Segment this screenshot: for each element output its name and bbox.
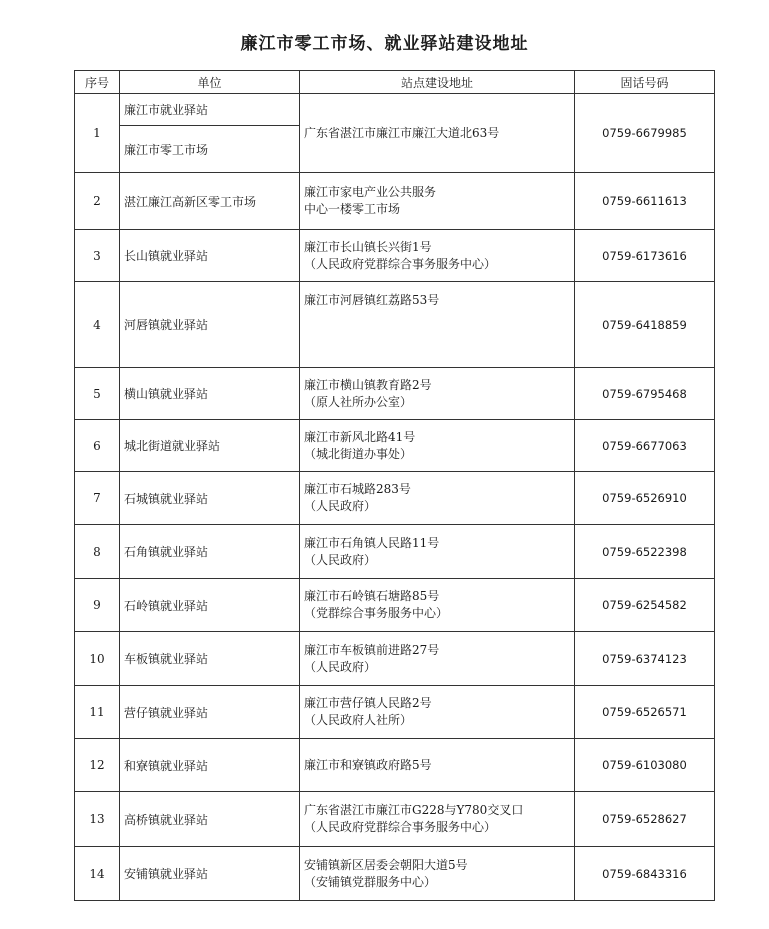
address-line: 安铺镇新区居委会朝阳大道5号 (304, 857, 468, 872)
address-line: 廉江市石城路283号 (304, 482, 411, 496)
header-no: 序号 (75, 71, 120, 94)
address-line: 廉江市河唇镇红荔路53号 (304, 293, 440, 307)
row-number: 3 (75, 230, 120, 282)
address-line: （人民政府党群综合事务服务中心） (304, 256, 497, 271)
row-number: 7 (75, 472, 120, 525)
table-row (75, 173, 715, 230)
phone-number: 0759-6522398 (575, 525, 715, 579)
address-cell (300, 792, 575, 847)
address-cell (300, 368, 575, 420)
row-number: 11 (75, 686, 120, 739)
row-number: 4 (75, 282, 120, 368)
unit-name: 湛江廉江高新区零工市场 (120, 173, 300, 230)
phone-number: 0759-6843316 (575, 847, 715, 901)
unit-name: 营仔镇就业驿站 (120, 686, 300, 739)
row-number: 9 (75, 579, 120, 632)
address-line: （人民政府） (304, 552, 377, 567)
phone-number: 0759-6374123 (575, 632, 715, 686)
table-row (75, 686, 715, 739)
address-line: 廉江市长山镇长兴街1号 (304, 239, 432, 254)
address-cell (300, 739, 575, 792)
address-line: 中心一楼零工市场 (304, 202, 401, 216)
address-cell (300, 230, 575, 282)
table-row (75, 420, 715, 472)
table-row (75, 525, 715, 579)
address-line: （安铺镇党群服务中心） (304, 874, 437, 889)
table-row (75, 792, 715, 847)
phone-number: 0759-6528627 (575, 792, 715, 847)
phone-number: 0759-6679985 (575, 94, 715, 173)
phone-number: 0759-6173616 (575, 230, 715, 282)
address-line: 广东省湛江市廉江市G228与Y780交叉口 (304, 803, 524, 817)
table-row (75, 230, 715, 282)
address-line: （原人社所办公室） (304, 394, 413, 409)
address-cell (300, 173, 575, 230)
row-number: 14 (75, 847, 120, 901)
header-address: 站点建设地址 (300, 71, 575, 94)
address-line: （人民政府） (304, 499, 377, 513)
unit-name: 河唇镇就业驿站 (120, 282, 300, 368)
address-cell (300, 94, 575, 173)
phone-number: 0759-6795468 (575, 368, 715, 420)
address-table (74, 70, 715, 901)
row-number: 2 (75, 173, 120, 230)
row-number: 1 (75, 94, 120, 173)
address-cell (300, 686, 575, 739)
address-cell (300, 847, 575, 901)
address-cell (300, 472, 575, 525)
table-row (75, 472, 715, 525)
address-line: （人民政府） (304, 659, 377, 674)
address-line: 广东省湛江市廉江市廉江大道北63号 (304, 125, 500, 140)
unit-name: 横山镇就业驿站 (120, 368, 300, 420)
address-line: 廉江市新风北路41号 (304, 429, 416, 444)
table-row (75, 94, 715, 126)
address-line: （城北街道办事处） (304, 446, 413, 461)
table-header-row (75, 71, 715, 94)
page-title: 廉江市零工市场、就业驿站建设地址 (240, 34, 529, 54)
unit-name: 高桥镇就业驿站 (120, 792, 300, 847)
unit-name: 安铺镇就业驿站 (120, 847, 300, 901)
unit-name: 车板镇就业驿站 (120, 632, 300, 686)
table-row (75, 579, 715, 632)
address-line: 廉江市石岭镇石塘路85号 (304, 589, 440, 603)
address-cell (300, 579, 575, 632)
address-line: （人民政府党群综合事务服务中心） (304, 820, 497, 834)
unit-name: 长山镇就业驿站 (120, 230, 300, 282)
phone-number: 0759-6611613 (575, 173, 715, 230)
row-number: 8 (75, 525, 120, 579)
table-row (75, 739, 715, 792)
address-line: 廉江市家电产业公共服务 (304, 185, 437, 199)
header-unit: 单位 (120, 71, 300, 94)
unit-name: 石角镇就业驿站 (120, 525, 300, 579)
phone-number: 0759-6103080 (575, 739, 715, 792)
unit-name: 城北街道就业驿站 (120, 420, 300, 472)
row-number: 6 (75, 420, 120, 472)
address-line: （党群综合事务服务中心） (304, 606, 449, 620)
address-line: 廉江市车板镇前进路27号 (304, 642, 440, 657)
table-row (75, 632, 715, 686)
phone-number: 0759-6418859 (575, 282, 715, 368)
row-number: 12 (75, 739, 120, 792)
unit-name: 廉江市就业驿站 (120, 94, 300, 126)
address-cell (300, 282, 575, 368)
phone-number: 0759-6677063 (575, 420, 715, 472)
address-line: 廉江市和寮镇政府路5号 (304, 757, 432, 772)
address-cell (300, 525, 575, 579)
unit-name: 廉江市零工市场 (120, 126, 300, 173)
unit-name: 和寮镇就业驿站 (120, 739, 300, 792)
unit-name: 石城镇就业驿站 (120, 472, 300, 525)
phone-number: 0759-6526910 (575, 472, 715, 525)
row-number: 5 (75, 368, 120, 420)
address-cell (300, 420, 575, 472)
phone-number: 0759-6254582 (575, 579, 715, 632)
table-row (75, 847, 715, 901)
address-line: 廉江市营仔镇人民路2号 (304, 696, 432, 710)
unit-name: 石岭镇就业驿站 (120, 579, 300, 632)
address-line: 廉江市横山镇教育路2号 (304, 377, 432, 392)
address-line: （人民政府人社所） (304, 713, 413, 727)
header-phone: 固话号码 (575, 71, 715, 94)
phone-number: 0759-6526571 (575, 686, 715, 739)
address-cell (300, 632, 575, 686)
address-line: 廉江市石角镇人民路11号 (304, 535, 440, 550)
table-row (75, 282, 715, 368)
table-row (75, 368, 715, 420)
row-number: 13 (75, 792, 120, 847)
row-number: 10 (75, 632, 120, 686)
